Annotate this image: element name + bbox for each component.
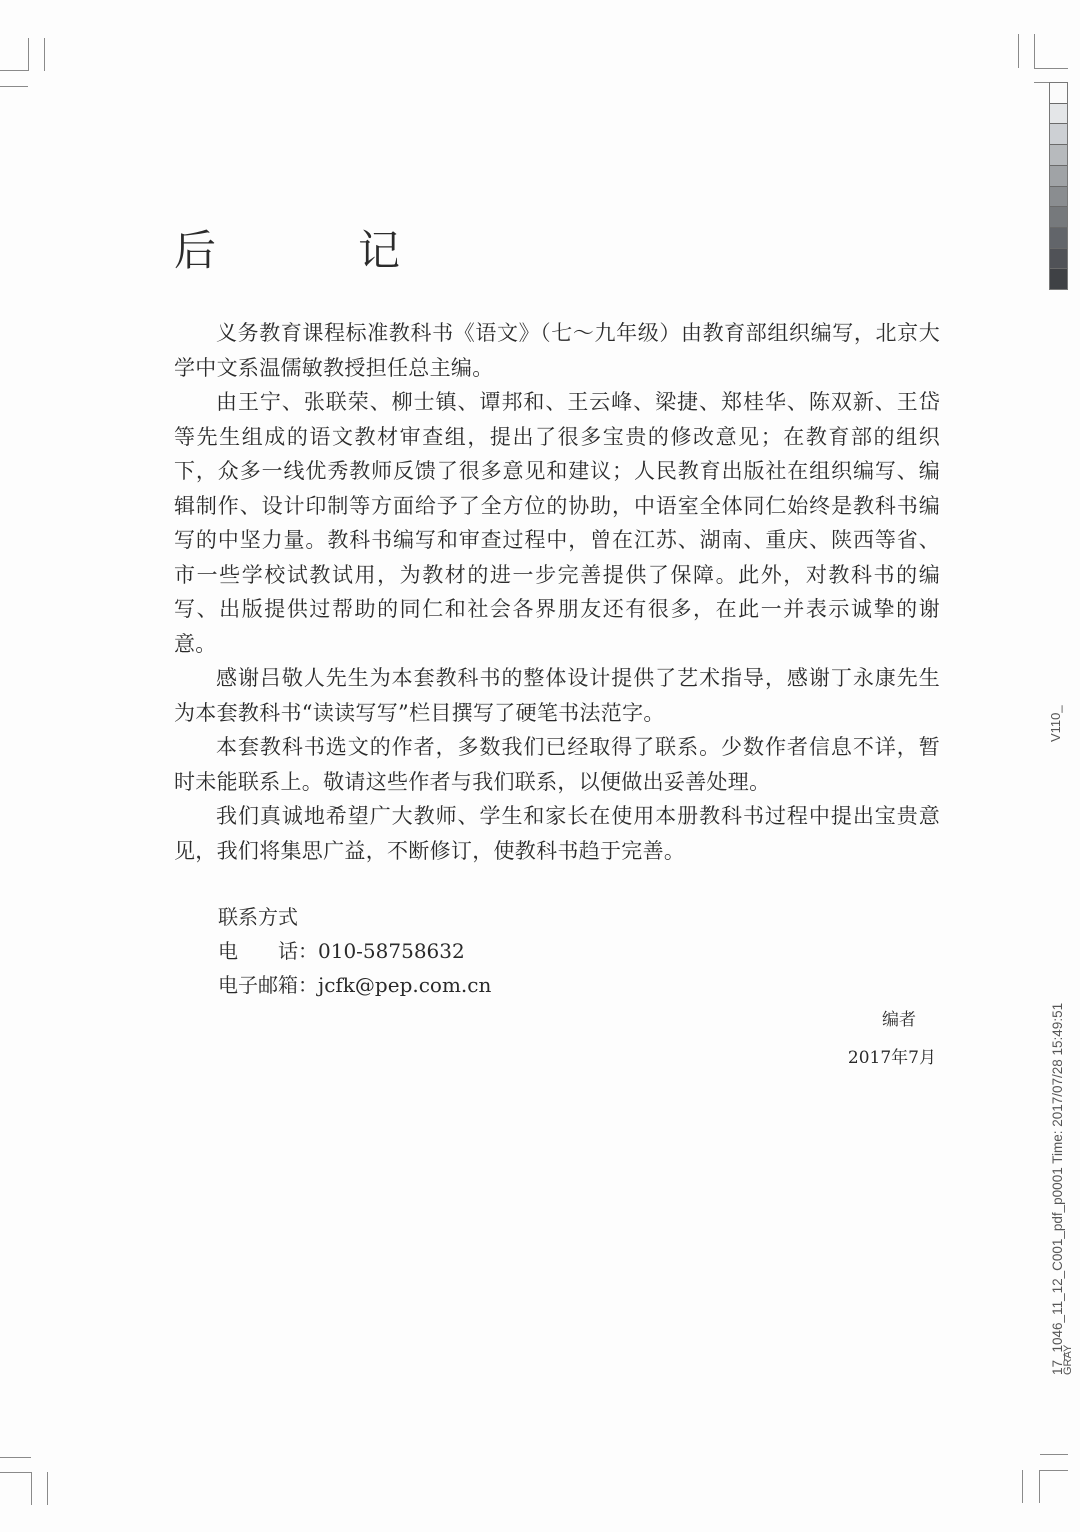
crop-mark-top-left-h2 bbox=[0, 86, 28, 87]
crop-mark-bottom-left-h2 bbox=[0, 1472, 31, 1473]
paragraph: 感谢吕敬人先生为本套教科书的整体设计提供了艺术指导，感谢丁永康先生为本套教科书“读读写写”栏目撰写了硬笔书法范字。 bbox=[174, 666, 940, 725]
email-address[interactable]: jcfk@pep.com.cn bbox=[318, 973, 492, 997]
phone-label: 电 话： bbox=[218, 939, 318, 963]
contact-heading: 联系方式 bbox=[218, 905, 298, 929]
crop-mark-top-right-h2 bbox=[1034, 82, 1049, 83]
signature-date: 2017年7月 bbox=[847, 1048, 936, 1068]
paragraph: 义务教育课程标准教科书《语文》（七～九年级）由教育部组织编写，北京大学中文系温儒敏教授担任总主编。 bbox=[174, 321, 940, 380]
crop-mark-top-left-h bbox=[0, 70, 28, 71]
crop-mark-top-right-h bbox=[1034, 68, 1068, 69]
crop-mark-bottom-left-v2 bbox=[47, 1472, 48, 1505]
color-mode-mark: GRAY bbox=[1062, 1344, 1074, 1375]
phone-number: 010-58758632 bbox=[318, 939, 465, 963]
crop-mark-bottom-right-v bbox=[1022, 1470, 1023, 1503]
phone-line bbox=[218, 934, 491, 968]
crop-mark-bottom-right-h bbox=[1040, 1454, 1068, 1455]
crop-mark-top-right-v bbox=[1018, 34, 1019, 68]
crop-mark-bottom-right-h2 bbox=[1040, 1470, 1068, 1471]
crop-mark-bottom-left-v bbox=[31, 1472, 32, 1505]
crop-mark-top-left-v2 bbox=[44, 38, 45, 71]
paragraph: 本套教科书选文的作者，多数我们已经取得了联系。少数作者信息不详，暂时未能联系上。敬请这些作者与我们联系，以便做出妥善处理。 bbox=[174, 735, 940, 794]
grayscale-calibration-bar bbox=[1049, 82, 1068, 290]
body-text bbox=[174, 316, 940, 868]
crop-mark-bottom-right-v2 bbox=[1039, 1470, 1040, 1503]
paragraph: 由王宁、张联荣、柳士镇、谭邦和、王云峰、梁捷、郑桂华、陈双新、王岱等先生组成的语文教材审查组，提出了很多宝贵的修改意见；在教育部的组织下，众多一线优秀教师反馈了很多意见和建议；人民教育出版社在组织编写、编辑制作、设计印制等方面给予了全方位的协助，中语室全体同仁始终是教科书编写的中坚力量。教科书编写和审查过程中，曾在江苏、湖南、重庆、陕西等省、市一些学校试教试用，为教材的进一步完善提供了保障。此外，对教科书的编写、出版提供过帮助的同仁和社会各界朋友还有很多，在此一并表示诚挚的谢意。 bbox=[174, 390, 940, 656]
signature-author: 编者 bbox=[882, 1010, 916, 1030]
crop-mark-top-right-v2 bbox=[1034, 34, 1035, 68]
page-title: 后 记 bbox=[174, 226, 451, 276]
crop-mark-bottom-left-h bbox=[0, 1457, 31, 1458]
print-job-info: 17_1046_11_12_C001_pdf_p0001 Time: 2017/07/28 15:49:51 bbox=[1050, 1002, 1065, 1375]
email-label: 电子邮箱： bbox=[218, 973, 318, 997]
paragraph: 我们真诚地希望广大教师、学生和家长在使用本册教科书过程中提出宝贵意见，我们将集思广益，不断修订，使教科书趋于完善。 bbox=[174, 804, 940, 863]
signature bbox=[848, 1003, 936, 1075]
crop-mark-top-left-v bbox=[28, 38, 29, 71]
version-mark: V110_ bbox=[1048, 705, 1063, 742]
email-line bbox=[218, 968, 491, 1002]
contact-info bbox=[218, 900, 491, 1002]
